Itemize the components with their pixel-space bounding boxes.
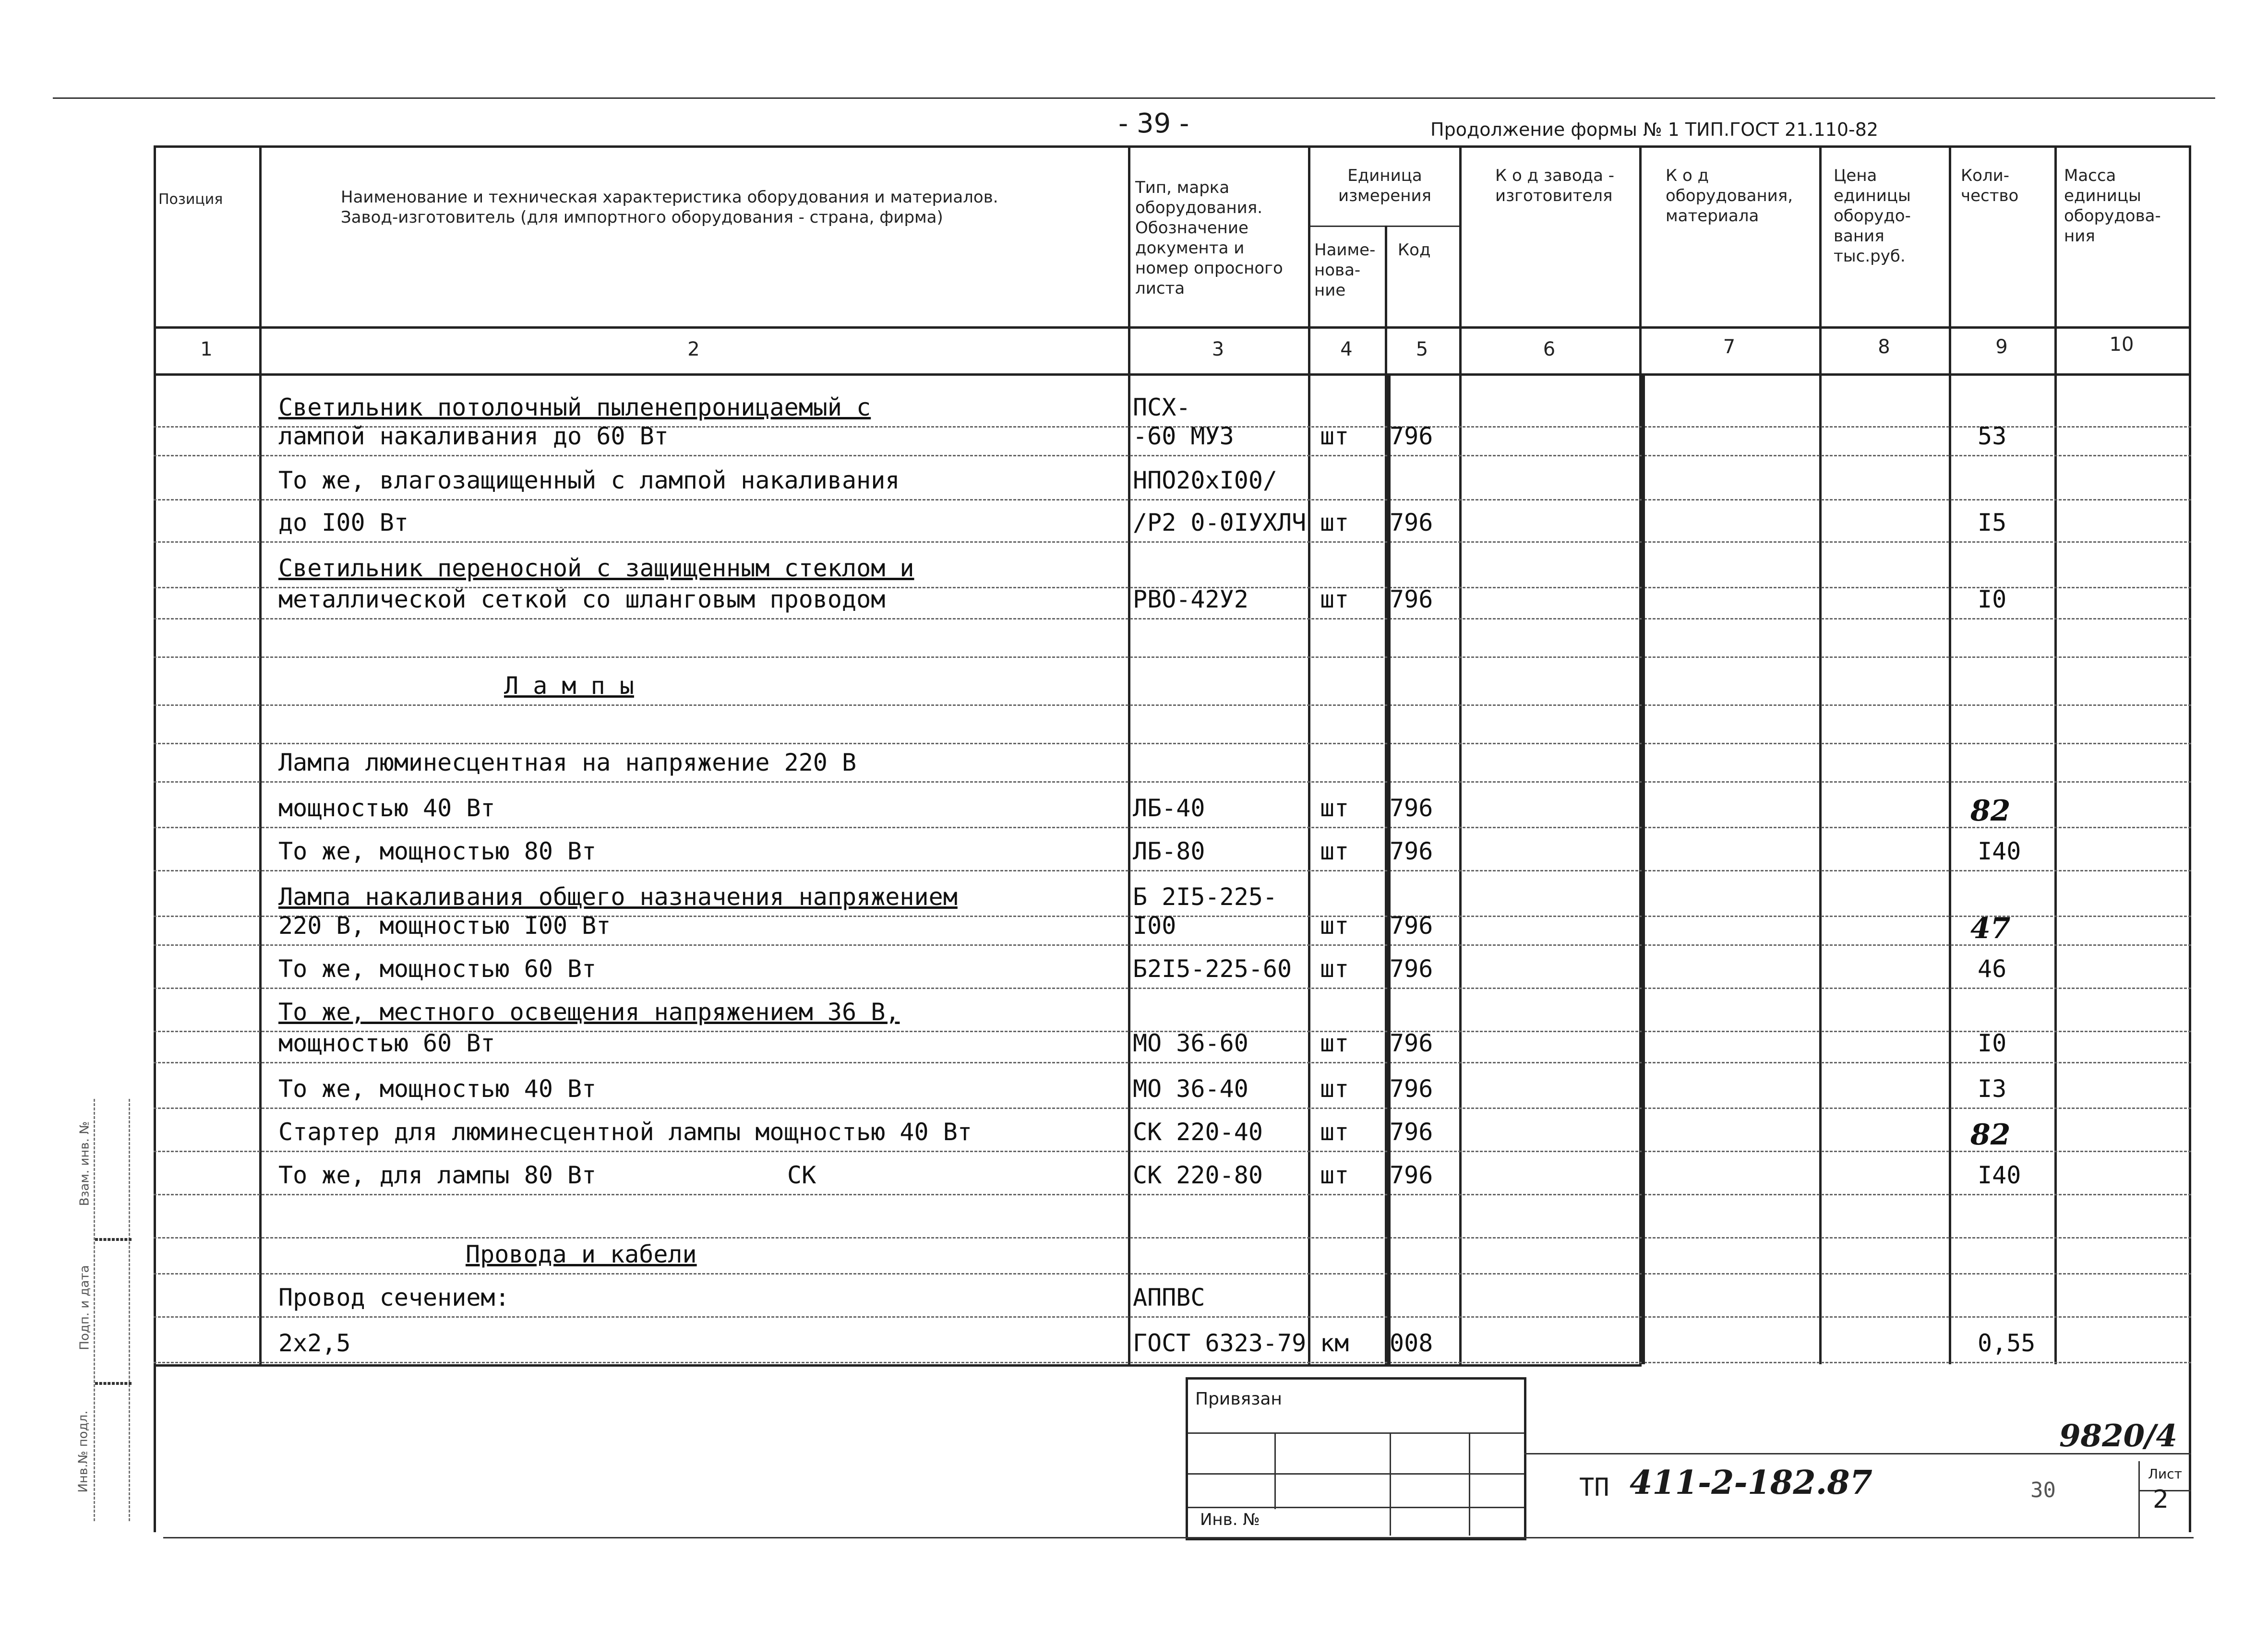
row-unit: шт — [1320, 912, 1349, 940]
row-name: Лампа люминесцентная на напряжение 220 В — [278, 749, 857, 776]
hdr-factory-code: К о д завода - изготовителя — [1495, 166, 1615, 205]
hdr-quantity: Коли-чество — [1961, 166, 2019, 205]
colnum-4: 4 — [1340, 338, 1353, 360]
vline-8 — [1949, 145, 1951, 1364]
row-name: То же, для лампы 80 Вт — [278, 1161, 597, 1189]
row-unit: шт — [1320, 794, 1349, 822]
row-quantity: 53 — [1978, 422, 2007, 450]
row-separator — [154, 618, 2191, 619]
row-name: Провода и кабели — [466, 1240, 697, 1268]
hdr-name: Наименование и техническая характеристика оборудования и материалов. Завод-изготовитель (для импортного оборудования - страна, фирма) — [341, 188, 998, 227]
row-quantity: 82 — [1970, 794, 2011, 828]
row-name: То же, мощностью 60 Вт — [278, 955, 597, 983]
row-name: мощностью 60 Вт — [278, 1029, 495, 1057]
page-number: - 39 - — [1118, 108, 1189, 139]
row-quantity: 46 — [1978, 955, 2007, 983]
row-name: 220 В, мощностью I00 Вт — [278, 912, 611, 940]
row-code: 008 — [1390, 1329, 1433, 1357]
stamp-vline-2 — [1390, 1432, 1391, 1536]
row-type: Б2I5-225-60 — [1133, 955, 1292, 983]
row-code: 796 — [1390, 955, 1433, 983]
row-type: РВО-42У2 — [1133, 585, 1248, 613]
ck-note: СК — [787, 1161, 816, 1189]
colnum-3: 3 — [1212, 338, 1224, 360]
row-quantity: I40 — [1978, 837, 2021, 865]
unit-split-line — [1308, 226, 1459, 227]
hdr-unit: Единица измерения — [1338, 166, 1432, 205]
hdr-position: Позиция — [158, 191, 223, 208]
colnum-9: 9 — [1995, 336, 2008, 358]
row-type: МО 36-60 — [1133, 1029, 1248, 1057]
row-type: ЛБ-80 — [1133, 837, 1205, 865]
row-separator — [154, 499, 2191, 500]
row-code: 796 — [1390, 912, 1433, 940]
row-code: 796 — [1390, 585, 1433, 613]
stamp-line-3 — [1188, 1507, 1524, 1508]
row-code: 796 — [1390, 509, 1433, 536]
side-text-2: Подп. и дата — [77, 1265, 92, 1350]
row-unit: шт — [1320, 837, 1349, 865]
row-name: То же, влагозащищенный с лампой накаливания — [278, 466, 900, 494]
row-separator — [154, 1151, 2191, 1152]
row-type: АППВС — [1133, 1284, 1205, 1311]
row-code: 796 — [1390, 837, 1433, 865]
row-separator — [154, 1108, 2191, 1109]
colnum-7: 7 — [1723, 336, 1736, 358]
row-quantity: I5 — [1978, 509, 2007, 536]
row-name: То же, мощностью 40 Вт — [278, 1075, 597, 1103]
code-col-bold-left — [1387, 373, 1391, 1364]
colnum-5: 5 — [1416, 338, 1428, 360]
footer-archive-number: 9820/4 — [2059, 1418, 2178, 1454]
hdr-equipment-code: К о д оборудования, материала — [1666, 166, 1793, 226]
row-name: Светильник потолочный пыленепроницаемый с — [278, 393, 871, 421]
vline-2 — [1128, 145, 1130, 1364]
row-separator — [154, 1273, 2191, 1275]
row-separator — [154, 1316, 2191, 1318]
row-name: 2х2,5 — [278, 1329, 351, 1357]
row-unit: шт — [1320, 422, 1349, 450]
top-border-line — [53, 97, 2215, 99]
stamp-vline-1 — [1274, 1432, 1276, 1509]
header-bottom — [154, 326, 2191, 329]
row-separator — [154, 704, 2191, 706]
row-separator — [154, 988, 2191, 989]
vline-3 — [1308, 145, 1310, 1364]
table-top — [154, 145, 2191, 148]
row-code: 796 — [1390, 1075, 1433, 1103]
row-type: Б 2I5-225- — [1133, 883, 1278, 911]
vline-5 — [1459, 145, 1462, 1364]
row-quantity: I0 — [1978, 585, 2007, 613]
footer-sheet-number: 2 — [2153, 1485, 2169, 1514]
row-name: То же, мощностью 80 Вт — [278, 837, 597, 865]
row-type: НПО20хI00/ — [1133, 466, 1278, 494]
row-type: I00 — [1133, 912, 1176, 940]
row-separator — [154, 1362, 2191, 1363]
row-name: То же, местного освещения напряжением 36 В, — [278, 998, 900, 1026]
row-code: 796 — [1390, 1029, 1433, 1057]
code-col-bold-right — [1642, 373, 1645, 1364]
colnum-8: 8 — [1878, 336, 1890, 358]
footer-tp: ТП — [1579, 1473, 1609, 1502]
colnum-1: 1 — [200, 338, 213, 360]
row-separator — [154, 656, 2191, 658]
footer-bottom-line — [163, 1537, 2194, 1538]
footer-tp-number: 411-2-182.87 — [1630, 1464, 1872, 1502]
row-unit: шт — [1320, 1161, 1349, 1189]
row-quantity: I3 — [1978, 1075, 2007, 1103]
colnum-10: 10 — [2109, 334, 2134, 356]
row-separator — [154, 743, 2191, 744]
row-unit: шт — [1320, 1029, 1349, 1057]
row-type: МО 36-40 — [1133, 1075, 1248, 1103]
side-text-1: Взам. инв. № — [77, 1121, 92, 1206]
side-text-3: Инв.№ подл. — [76, 1410, 91, 1493]
row-type: ЛБ-40 — [1133, 794, 1205, 822]
row-separator — [154, 541, 2191, 543]
row-name: до I00 Вт — [278, 509, 408, 536]
hdr-price: Цена единицы оборудо-вания тыс.руб. — [1834, 166, 1911, 266]
form-continuation: Продолжение формы № 1 ТИП.ГОСТ 21.110-82 — [1430, 119, 1879, 140]
row-unit: шт — [1320, 509, 1349, 536]
row-name: мощностью 40 Вт — [278, 794, 495, 822]
row-quantity: I40 — [1978, 1161, 2021, 1189]
vline-1 — [259, 145, 262, 1364]
row-name: Провод сечением: — [278, 1284, 510, 1311]
row-code: 796 — [1390, 794, 1433, 822]
side-line-1 — [95, 1238, 132, 1241]
colnum-2: 2 — [687, 338, 700, 360]
vline-10 — [2189, 145, 2191, 1532]
hdr-type: Тип, марка оборудования. Обозначение документа и номер опросного листа — [1135, 178, 1283, 298]
row-name: Лампа накаливания общего назначения напряжением — [278, 883, 958, 911]
row-separator — [154, 1062, 2191, 1063]
stamp-line-2 — [1188, 1473, 1524, 1475]
row-quantity: 47 — [1970, 912, 2011, 945]
row-name: Л а м п ы — [504, 672, 634, 700]
row-unit: шт — [1320, 1118, 1349, 1146]
stamp-privyazan: Привязан — [1195, 1389, 1282, 1409]
row-name: металлической сеткой со шланговым проводом — [278, 585, 886, 613]
row-name: Светильник переносной с защищенным стеклом и — [278, 554, 914, 582]
row-type: СК 220-80 — [1133, 1161, 1263, 1189]
row-unit: км — [1320, 1329, 1349, 1357]
row-type: СК 220-40 — [1133, 1118, 1263, 1146]
row-unit: шт — [1320, 585, 1349, 613]
row-type: /Р2 0-0IУХЛЧ — [1133, 509, 1307, 536]
row-name: Стартер для люминесцентной лампы мощностью 40 Вт — [278, 1118, 972, 1146]
table-bottom — [154, 1364, 1642, 1367]
row-name: лампой накаливания до 60 Вт — [278, 422, 669, 450]
footer-sheet-label: Лист — [2148, 1466, 2182, 1482]
row-quantity: 82 — [1970, 1118, 2011, 1152]
footer-sheet-fragment: 30 — [2030, 1478, 2056, 1502]
side-line-2 — [95, 1382, 132, 1385]
row-type: ПСХ- — [1133, 393, 1191, 421]
stamp-inv: Инв. № — [1200, 1510, 1260, 1529]
row-code: 796 — [1390, 1118, 1433, 1146]
vline-9 — [2054, 145, 2057, 1364]
hdr-mass: Масса единицы оборудова-ния — [2064, 166, 2161, 246]
row-quantity: 0,55 — [1978, 1329, 2036, 1357]
row-separator — [154, 1237, 2191, 1239]
row-quantity: I0 — [1978, 1029, 2007, 1057]
row-separator — [154, 455, 2191, 456]
row-separator — [154, 827, 2191, 828]
row-separator — [154, 1194, 2191, 1195]
row-code: 796 — [1390, 1161, 1433, 1189]
stamp-vline-3 — [1469, 1432, 1470, 1536]
row-separator — [154, 870, 2191, 871]
hdr-unit-name: Наиме-нова-ние — [1314, 240, 1376, 300]
row-unit: шт — [1320, 955, 1349, 983]
colnum-bottom — [154, 373, 2191, 376]
row-code: 796 — [1390, 422, 1433, 450]
sheet-box-left — [2138, 1461, 2140, 1538]
row-separator — [154, 781, 2191, 783]
stamp-line-1 — [1188, 1432, 1524, 1434]
row-type: ГОСТ 6323-79 — [1133, 1329, 1307, 1357]
side-margin-strip — [76, 1099, 130, 1521]
colnum-6: 6 — [1543, 338, 1556, 360]
row-unit: шт — [1320, 1075, 1349, 1103]
row-type: -60 МУЗ — [1133, 422, 1234, 450]
binding-stamp — [1186, 1377, 1526, 1540]
row-separator — [154, 944, 2191, 946]
hdr-unit-code: Код — [1398, 240, 1431, 260]
vline-7 — [1819, 145, 1822, 1364]
